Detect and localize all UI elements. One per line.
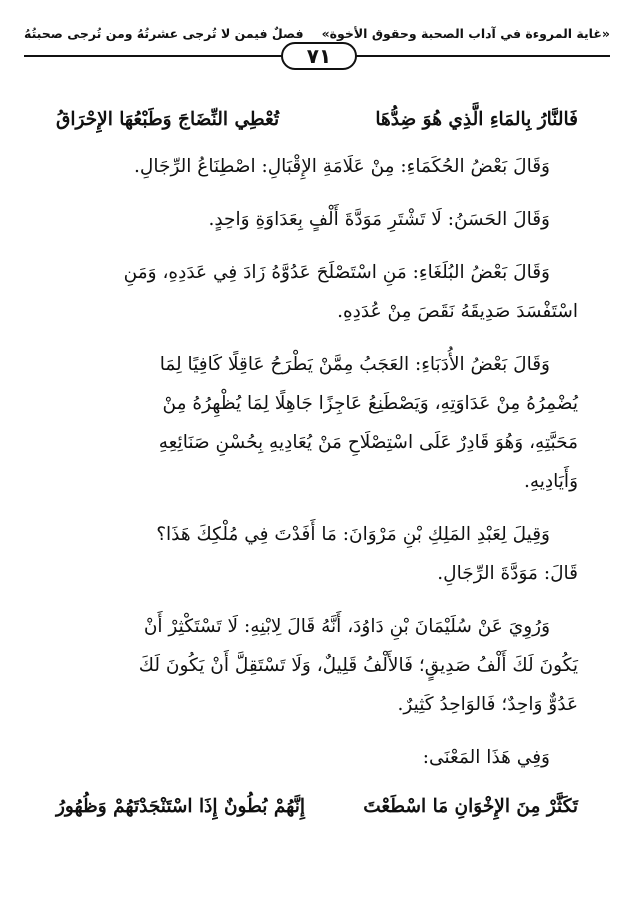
paragraph-6-line-3: عَدُوٌّ وَاحِدٌ؛ فَالوَاحِدُ كَثِيرٌ.	[397, 694, 578, 715]
paragraph-5-line-1: وَقِيلَ لِعَبْدِ المَلِكِ بْنِ مَرْوَانَ: مَا أَفَدْتَ فِي مُلْكِكَ هَذَا؟	[156, 524, 550, 545]
paragraph-3-line-2: اسْتَفْسَدَ صَدِيقَهُ نَقَصَ مِنْ عُدَدِهِ.	[337, 301, 578, 322]
paragraph-4-line-3: مَحَبَّتِهِ، وَهُوَ قَادِرٌ عَلَى اسْتِصْلَاحِ مَنْ يُعَادِيهِ بِحُسْنِ صَنَائِعِهِ	[158, 432, 578, 453]
verse-top-right-hemistich: فَالنَّارُ بِالمَاءِ الَّذِي هُوَ ضِدُّهَا	[375, 109, 578, 130]
paragraph-7-line-1: وَفِي هَذَا المَعْنَى:	[422, 747, 550, 768]
paragraph-3	[56, 253, 578, 331]
page-body	[56, 100, 578, 834]
verse-top	[56, 100, 578, 139]
paragraph-6	[56, 607, 578, 724]
paragraph-4-line-1: وَقَالَ بَعْضُ الأُدَبَاءِ: العَجَبُ مِمَّنْ يَطْرَحُ عَاقِلًا كَافِيًا لِمَا	[159, 354, 550, 375]
paragraph-3-line-1: وَقَالَ بَعْضُ البُلَغَاءِ: مَنِ اسْتَصْلَحَ عَدُوَّهُ زَادَ فِي عَدَدِهِ، وَمَنِ	[123, 262, 550, 283]
verse-bottom	[56, 787, 578, 826]
paragraph-2-line-1: وَقَالَ الحَسَنُ: لَا تَشْتَرِ مَوَدَّةَ أَلْفٍ بِعَدَاوَةِ وَاحِدٍ.	[208, 209, 550, 230]
paragraph-4	[56, 345, 578, 501]
paragraph-4-line-4: وَأَيَادِيهِ.	[523, 471, 578, 492]
paragraph-1-line-1: وَقَالَ بَعْضُ الحُكَمَاءِ: مِنْ عَلَامَةِ الإِقْبَالِ: اصْطِنَاعُ الرِّجَالِ.	[134, 156, 550, 177]
book-title: «غاية المروءة في آداب الصحبة وحقوق الأخوة»	[321, 26, 610, 41]
paragraph-6-line-2: يَكُونَ لَكَ أَلْفُ صَدِيقٍ؛ فَالأَلْفُ قَلِيلٌ، وَلَا تَسْتَقِلَّ أَنْ يَكُونَ لَكَ	[138, 655, 578, 676]
paragraph-2	[56, 200, 578, 239]
paragraph-6-line-1: وَرُوِيَ عَنْ سُلَيْمَانَ بْنِ دَاوُدَ، أَنَّهُ قَالَ لِابْنِهِ: لَا تَسْتَكْثِرْ أَنْ	[143, 616, 550, 637]
chapter-title: فصلٌ فيمن لا تُرجى عشرتُهُ ومن تُرجى صحبتُهُ	[24, 26, 304, 41]
paragraph-4-line-2: يُضْمِرُهُ مِنْ عَدَاوَتِهِ، وَيَصْطَنِعُ عَاجِزًا جَاهِلًا لِمَا يُظْهِرُهُ مِنْ	[162, 393, 578, 414]
paragraph-1	[56, 147, 578, 186]
paragraph-5-line-2: قَالَ: مَوَدَّةَ الرِّجَالِ.	[437, 563, 578, 584]
page-header	[24, 18, 610, 78]
verse-top-left-hemistich: تُعْطِي النِّضَاجَ وَطَبْعُهَا الإِحْرَاقُ	[56, 109, 280, 130]
paragraph-7	[56, 738, 578, 777]
paragraph-5	[56, 515, 578, 593]
verse-bottom-left-hemistich: إِنَّهُمْ بُطُونٌ إِذَا اسْتَنْجَدْتَهُمْ وَظُهُورُ	[56, 796, 306, 817]
page-number: ٧١	[281, 42, 357, 70]
verse-bottom-right-hemistich: تَكَثَّرْ مِنَ الإِخْوَانِ مَا اسْطَعْتَ	[363, 796, 578, 817]
